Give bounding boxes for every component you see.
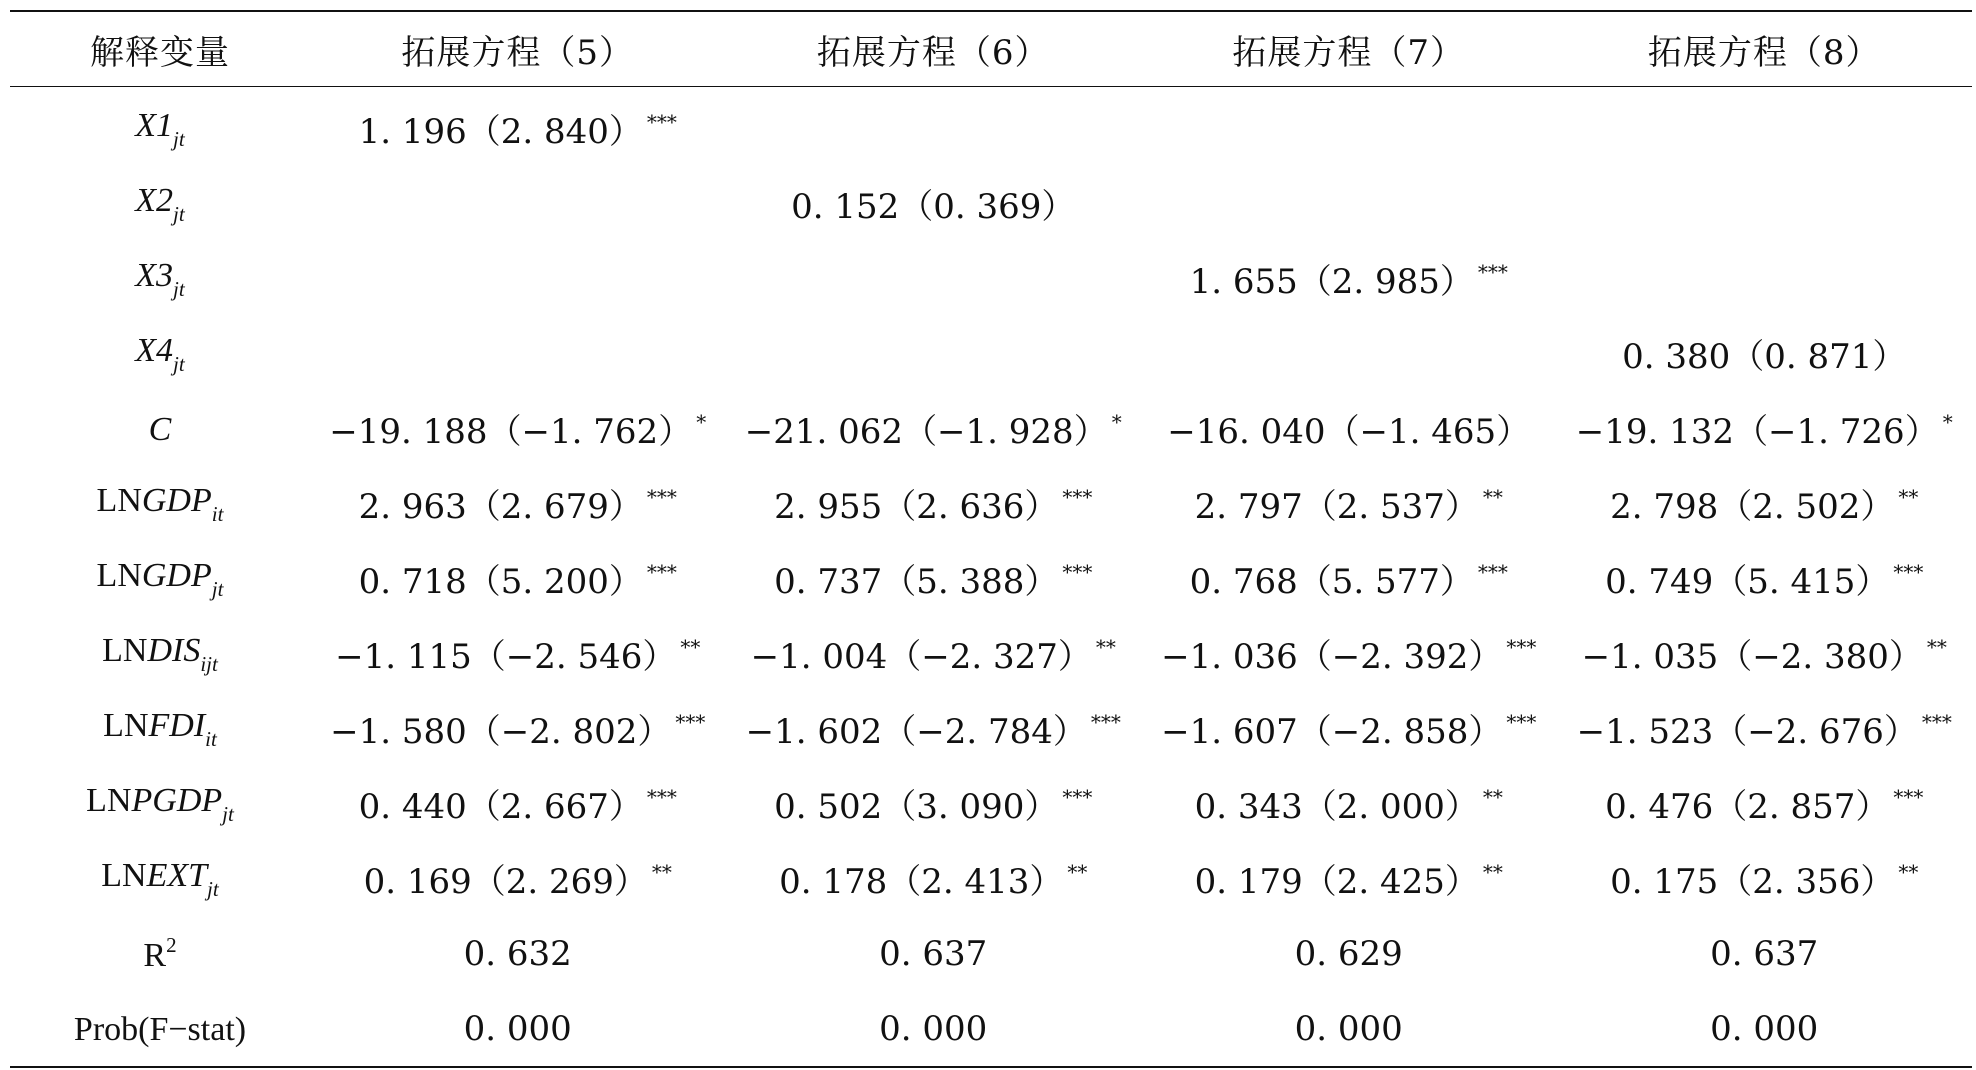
t-statistic: （2. 425）	[1302, 862, 1479, 902]
variable-symbol: EXT	[146, 857, 208, 894]
variable-name	[10, 316, 310, 391]
table-body	[10, 87, 1972, 1068]
coefficient-value: −1. 602	[745, 712, 883, 752]
coefficient-value: −1. 523	[1576, 712, 1714, 752]
significance-stars: ***	[1062, 485, 1093, 509]
table-row	[10, 391, 1972, 466]
table-row	[10, 541, 1972, 616]
coefficient-cell	[1557, 841, 1973, 916]
t-statistic: （2. 000）	[1302, 787, 1479, 827]
coefficient-cell	[1141, 541, 1557, 616]
significance-stars: ***	[646, 560, 677, 584]
coefficient-cell	[726, 691, 1142, 766]
significance-stars: **	[1482, 860, 1503, 884]
variable-symbol: X1	[135, 107, 174, 144]
t-statistic: （2. 985）	[1297, 262, 1474, 302]
table-row	[10, 466, 1972, 541]
table-row	[10, 316, 1972, 391]
significance-stars: **	[1926, 635, 1947, 659]
significance-stars: *	[696, 410, 707, 434]
variable-symbol: GDP	[141, 557, 212, 594]
variable-symbol: C	[148, 410, 172, 448]
coefficient-cell	[310, 691, 726, 766]
significance-stars: ***	[1893, 785, 1924, 809]
variable-symbol: GDP	[141, 482, 212, 519]
header-variable: 解释变量	[90, 32, 230, 73]
variable-subscript: jt	[211, 577, 224, 601]
coefficient-cell	[1141, 391, 1557, 466]
coefficient-cell	[1141, 166, 1557, 241]
t-statistic: （2. 857）	[1713, 787, 1890, 827]
coefficient-cell	[1141, 87, 1557, 167]
variable-symbol: DIS	[147, 632, 201, 669]
coefficient-cell	[726, 766, 1142, 841]
variable-base: Prob(F−stat)	[73, 1010, 247, 1048]
table-row	[10, 166, 1972, 241]
t-statistic: （−2. 676）	[1713, 712, 1918, 752]
variable-name	[10, 991, 310, 1067]
variable-name	[10, 541, 310, 616]
variable-base: LN	[96, 482, 142, 519]
variable-subscript: it	[205, 727, 217, 751]
t-statistic: （2. 356）	[1718, 862, 1895, 902]
coefficient-value: 0. 768	[1189, 562, 1298, 602]
variable-symbol: X2	[135, 182, 174, 219]
variable-subscript: jt	[173, 352, 185, 376]
significance-stars: ***	[1506, 710, 1537, 734]
coefficient-cell	[310, 616, 726, 691]
coefficient-cell	[1141, 841, 1557, 916]
significance-stars: ***	[1062, 560, 1093, 584]
t-statistic: （3. 090）	[882, 787, 1059, 827]
variable-subscript: jt	[222, 802, 234, 826]
coefficient-value: 1. 196	[358, 112, 467, 152]
coefficient-value: 0. 749	[1605, 562, 1714, 602]
t-statistic: （5. 577）	[1297, 562, 1474, 602]
significance-stars: *	[1111, 410, 1122, 434]
variable-name	[10, 616, 310, 691]
variable-subscript: jt	[173, 277, 185, 301]
significance-stars: **	[1482, 485, 1503, 509]
coefficient-value: 0. 179	[1194, 862, 1303, 902]
coefficient-cell	[310, 916, 726, 991]
t-statistic: （−2. 327）	[887, 637, 1092, 677]
coefficient-cell	[1557, 916, 1973, 991]
variable-base: LN	[102, 632, 148, 669]
coefficient-cell	[310, 841, 726, 916]
t-statistic: （−1. 465）	[1325, 412, 1531, 452]
variable-subscript: jt	[207, 877, 219, 901]
significance-stars: **	[1898, 485, 1919, 509]
coefficient-cell	[726, 541, 1142, 616]
coefficient-value: −16. 040	[1167, 412, 1326, 452]
coefficient-cell	[1557, 166, 1973, 241]
coefficient-cell	[1141, 316, 1557, 391]
coefficient-cell	[1557, 991, 1973, 1067]
t-statistic: （−2. 802）	[466, 712, 672, 752]
significance-stars: ***	[1506, 635, 1537, 659]
coefficient-cell	[310, 87, 726, 167]
coefficient-cell	[1557, 766, 1973, 841]
table-row	[10, 841, 1972, 916]
variable-symbol: X3	[135, 257, 174, 294]
significance-stars: **	[1482, 785, 1503, 809]
table-row	[10, 916, 1972, 991]
t-statistic: （−2. 546）	[471, 637, 677, 677]
coefficient-cell	[1557, 541, 1973, 616]
significance-stars: ***	[646, 785, 677, 809]
significance-stars: ***	[1477, 260, 1508, 284]
coefficient-cell	[726, 841, 1142, 916]
variable-base: R	[143, 936, 167, 974]
significance-stars: ***	[1893, 560, 1924, 584]
coefficient-cell	[310, 166, 726, 241]
coefficient-value: 0. 440	[358, 787, 467, 827]
table-row	[10, 991, 1972, 1067]
coefficient-value: 0. 637	[1710, 933, 1819, 974]
coefficient-value: −1. 004	[750, 637, 888, 677]
coefficient-cell	[1557, 391, 1973, 466]
t-statistic: （−2. 784）	[882, 712, 1087, 752]
coefficient-cell	[1141, 466, 1557, 541]
significance-stars: **	[680, 635, 701, 659]
coefficient-value: 2. 797	[1194, 487, 1303, 527]
t-statistic: （−1. 726）	[1734, 412, 1939, 452]
coefficient-value: 0. 718	[358, 562, 467, 602]
t-statistic: （5. 415）	[1713, 562, 1890, 602]
table-row	[10, 87, 1972, 167]
variable-subscript: jt	[173, 202, 185, 226]
coefficient-value: 2. 963	[358, 487, 467, 527]
coefficient-cell	[310, 466, 726, 541]
significance-stars: ***	[1090, 710, 1121, 734]
variable-name	[10, 241, 310, 316]
coefficient-value: −1. 036	[1161, 637, 1298, 677]
significance-stars: *	[1942, 410, 1953, 434]
significance-stars: ***	[675, 710, 706, 734]
t-statistic: （−2. 392）	[1297, 637, 1503, 677]
coefficient-cell	[1141, 991, 1557, 1067]
variable-symbol: X4	[135, 332, 174, 369]
coefficient-value: 0. 343	[1194, 787, 1303, 827]
coefficient-value: −19. 188	[329, 412, 488, 452]
coefficient-cell	[1141, 916, 1557, 991]
significance-stars: ***	[1477, 560, 1508, 584]
coefficient-value: 0. 737	[774, 562, 883, 602]
coefficient-cell	[1141, 691, 1557, 766]
header-row	[10, 11, 1972, 87]
t-statistic: （−2. 380）	[1718, 637, 1923, 677]
t-statistic: （5. 200）	[466, 562, 643, 602]
significance-stars: ***	[1062, 785, 1093, 809]
coefficient-value: 0. 000	[1710, 1008, 1819, 1049]
header-equation-6: 拓展方程（6）	[816, 32, 1050, 73]
coefficient-value: −1. 580	[330, 712, 467, 752]
table-row	[10, 766, 1972, 841]
coefficient-value: 2. 798	[1610, 487, 1719, 527]
variable-name	[10, 766, 310, 841]
coefficient-value: 0. 175	[1610, 862, 1719, 902]
coefficient-cell	[726, 916, 1142, 991]
t-statistic: （2. 840）	[466, 112, 643, 152]
coefficient-cell	[726, 616, 1142, 691]
variable-base: LN	[86, 782, 132, 819]
t-statistic: （0. 369）	[899, 187, 1076, 227]
coefficient-cell	[726, 991, 1142, 1067]
significance-stars: **	[1095, 635, 1116, 659]
coefficient-cell	[726, 316, 1142, 391]
t-statistic: （2. 537）	[1302, 487, 1479, 527]
significance-stars: ***	[646, 110, 677, 134]
coefficient-value: 1. 655	[1189, 262, 1298, 302]
coefficient-cell	[310, 241, 726, 316]
coefficient-value: 0. 000	[463, 1008, 572, 1049]
significance-stars: ***	[1921, 710, 1952, 734]
variable-base: LN	[103, 707, 149, 744]
variable-symbol: PGDP	[131, 782, 223, 819]
variable-subscript: jt	[173, 127, 185, 151]
t-statistic: （2. 667）	[466, 787, 643, 827]
variable-name	[10, 87, 310, 167]
coefficient-value: −19. 132	[1575, 412, 1735, 452]
coefficient-value: −1. 607	[1161, 712, 1298, 752]
variable-name	[10, 166, 310, 241]
coefficient-cell	[726, 87, 1142, 167]
coefficient-cell	[726, 391, 1142, 466]
header-equation-5: 拓展方程（5）	[401, 32, 635, 73]
variable-name	[10, 391, 310, 466]
coefficient-value: 0. 169	[363, 862, 472, 902]
coefficient-cell	[726, 241, 1142, 316]
coefficient-value: 0. 629	[1294, 933, 1403, 974]
coefficient-cell	[1557, 316, 1973, 391]
t-statistic: （2. 269）	[471, 862, 648, 902]
coefficient-cell	[310, 991, 726, 1067]
t-statistic: （2. 636）	[882, 487, 1059, 527]
t-statistic: （2. 502）	[1718, 487, 1895, 527]
variable-base: LN	[96, 557, 142, 594]
header-equation-7: 拓展方程（7）	[1232, 32, 1466, 73]
coefficient-cell	[1141, 616, 1557, 691]
coefficient-value: 0. 152	[791, 187, 900, 227]
coefficient-cell	[310, 391, 726, 466]
coefficient-cell	[1557, 691, 1973, 766]
variable-base: LN	[101, 857, 147, 894]
t-statistic: （2. 679）	[466, 487, 643, 527]
coefficient-value: 0. 502	[774, 787, 883, 827]
coefficient-cell	[1141, 241, 1557, 316]
variable-subscript: ijt	[200, 652, 218, 676]
variable-name	[10, 841, 310, 916]
coefficient-value: 0. 632	[463, 933, 572, 974]
coefficient-cell	[310, 316, 726, 391]
coefficient-cell	[1557, 241, 1973, 316]
coefficient-cell	[726, 466, 1142, 541]
coefficient-value: −1. 115	[335, 637, 472, 677]
table-row	[10, 616, 1972, 691]
t-statistic: （2. 413）	[887, 862, 1064, 902]
coefficient-value: −21. 062	[744, 412, 904, 452]
coefficient-cell	[1557, 466, 1973, 541]
coefficient-cell	[726, 166, 1142, 241]
t-statistic: （−1. 928）	[903, 412, 1108, 452]
significance-stars: **	[651, 860, 672, 884]
t-statistic: （−1. 762）	[487, 412, 693, 452]
variable-superscript: 2	[166, 932, 177, 957]
significance-stars: ***	[646, 485, 677, 509]
t-statistic: （5. 388）	[882, 562, 1059, 602]
coefficient-cell	[310, 541, 726, 616]
variable-name	[10, 691, 310, 766]
significance-stars: **	[1898, 860, 1919, 884]
coefficient-value: −1. 035	[1581, 637, 1719, 677]
coefficient-value: 0. 637	[879, 933, 988, 974]
coefficient-value: 0. 000	[879, 1008, 988, 1049]
coefficient-cell	[310, 766, 726, 841]
header-equation-8: 拓展方程（8）	[1647, 32, 1881, 73]
coefficient-value: 0. 000	[1294, 1008, 1403, 1049]
significance-stars: **	[1067, 860, 1088, 884]
variable-symbol: FDI	[148, 707, 206, 744]
coefficient-value: 0. 380	[1622, 337, 1731, 377]
coefficient-cell	[1141, 766, 1557, 841]
coefficient-value: 2. 955	[774, 487, 883, 527]
variable-name	[10, 466, 310, 541]
coefficient-cell	[1557, 87, 1973, 167]
table-row	[10, 691, 1972, 766]
coefficient-value: 0. 178	[779, 862, 888, 902]
t-statistic: （0. 871）	[1730, 337, 1907, 377]
coefficient-value: 0. 476	[1605, 787, 1714, 827]
variable-name	[10, 916, 310, 991]
table-row	[10, 241, 1972, 316]
regression-table	[10, 10, 1972, 1068]
coefficient-cell	[1557, 616, 1973, 691]
t-statistic: （−2. 858）	[1297, 712, 1503, 752]
variable-subscript: it	[211, 502, 224, 526]
